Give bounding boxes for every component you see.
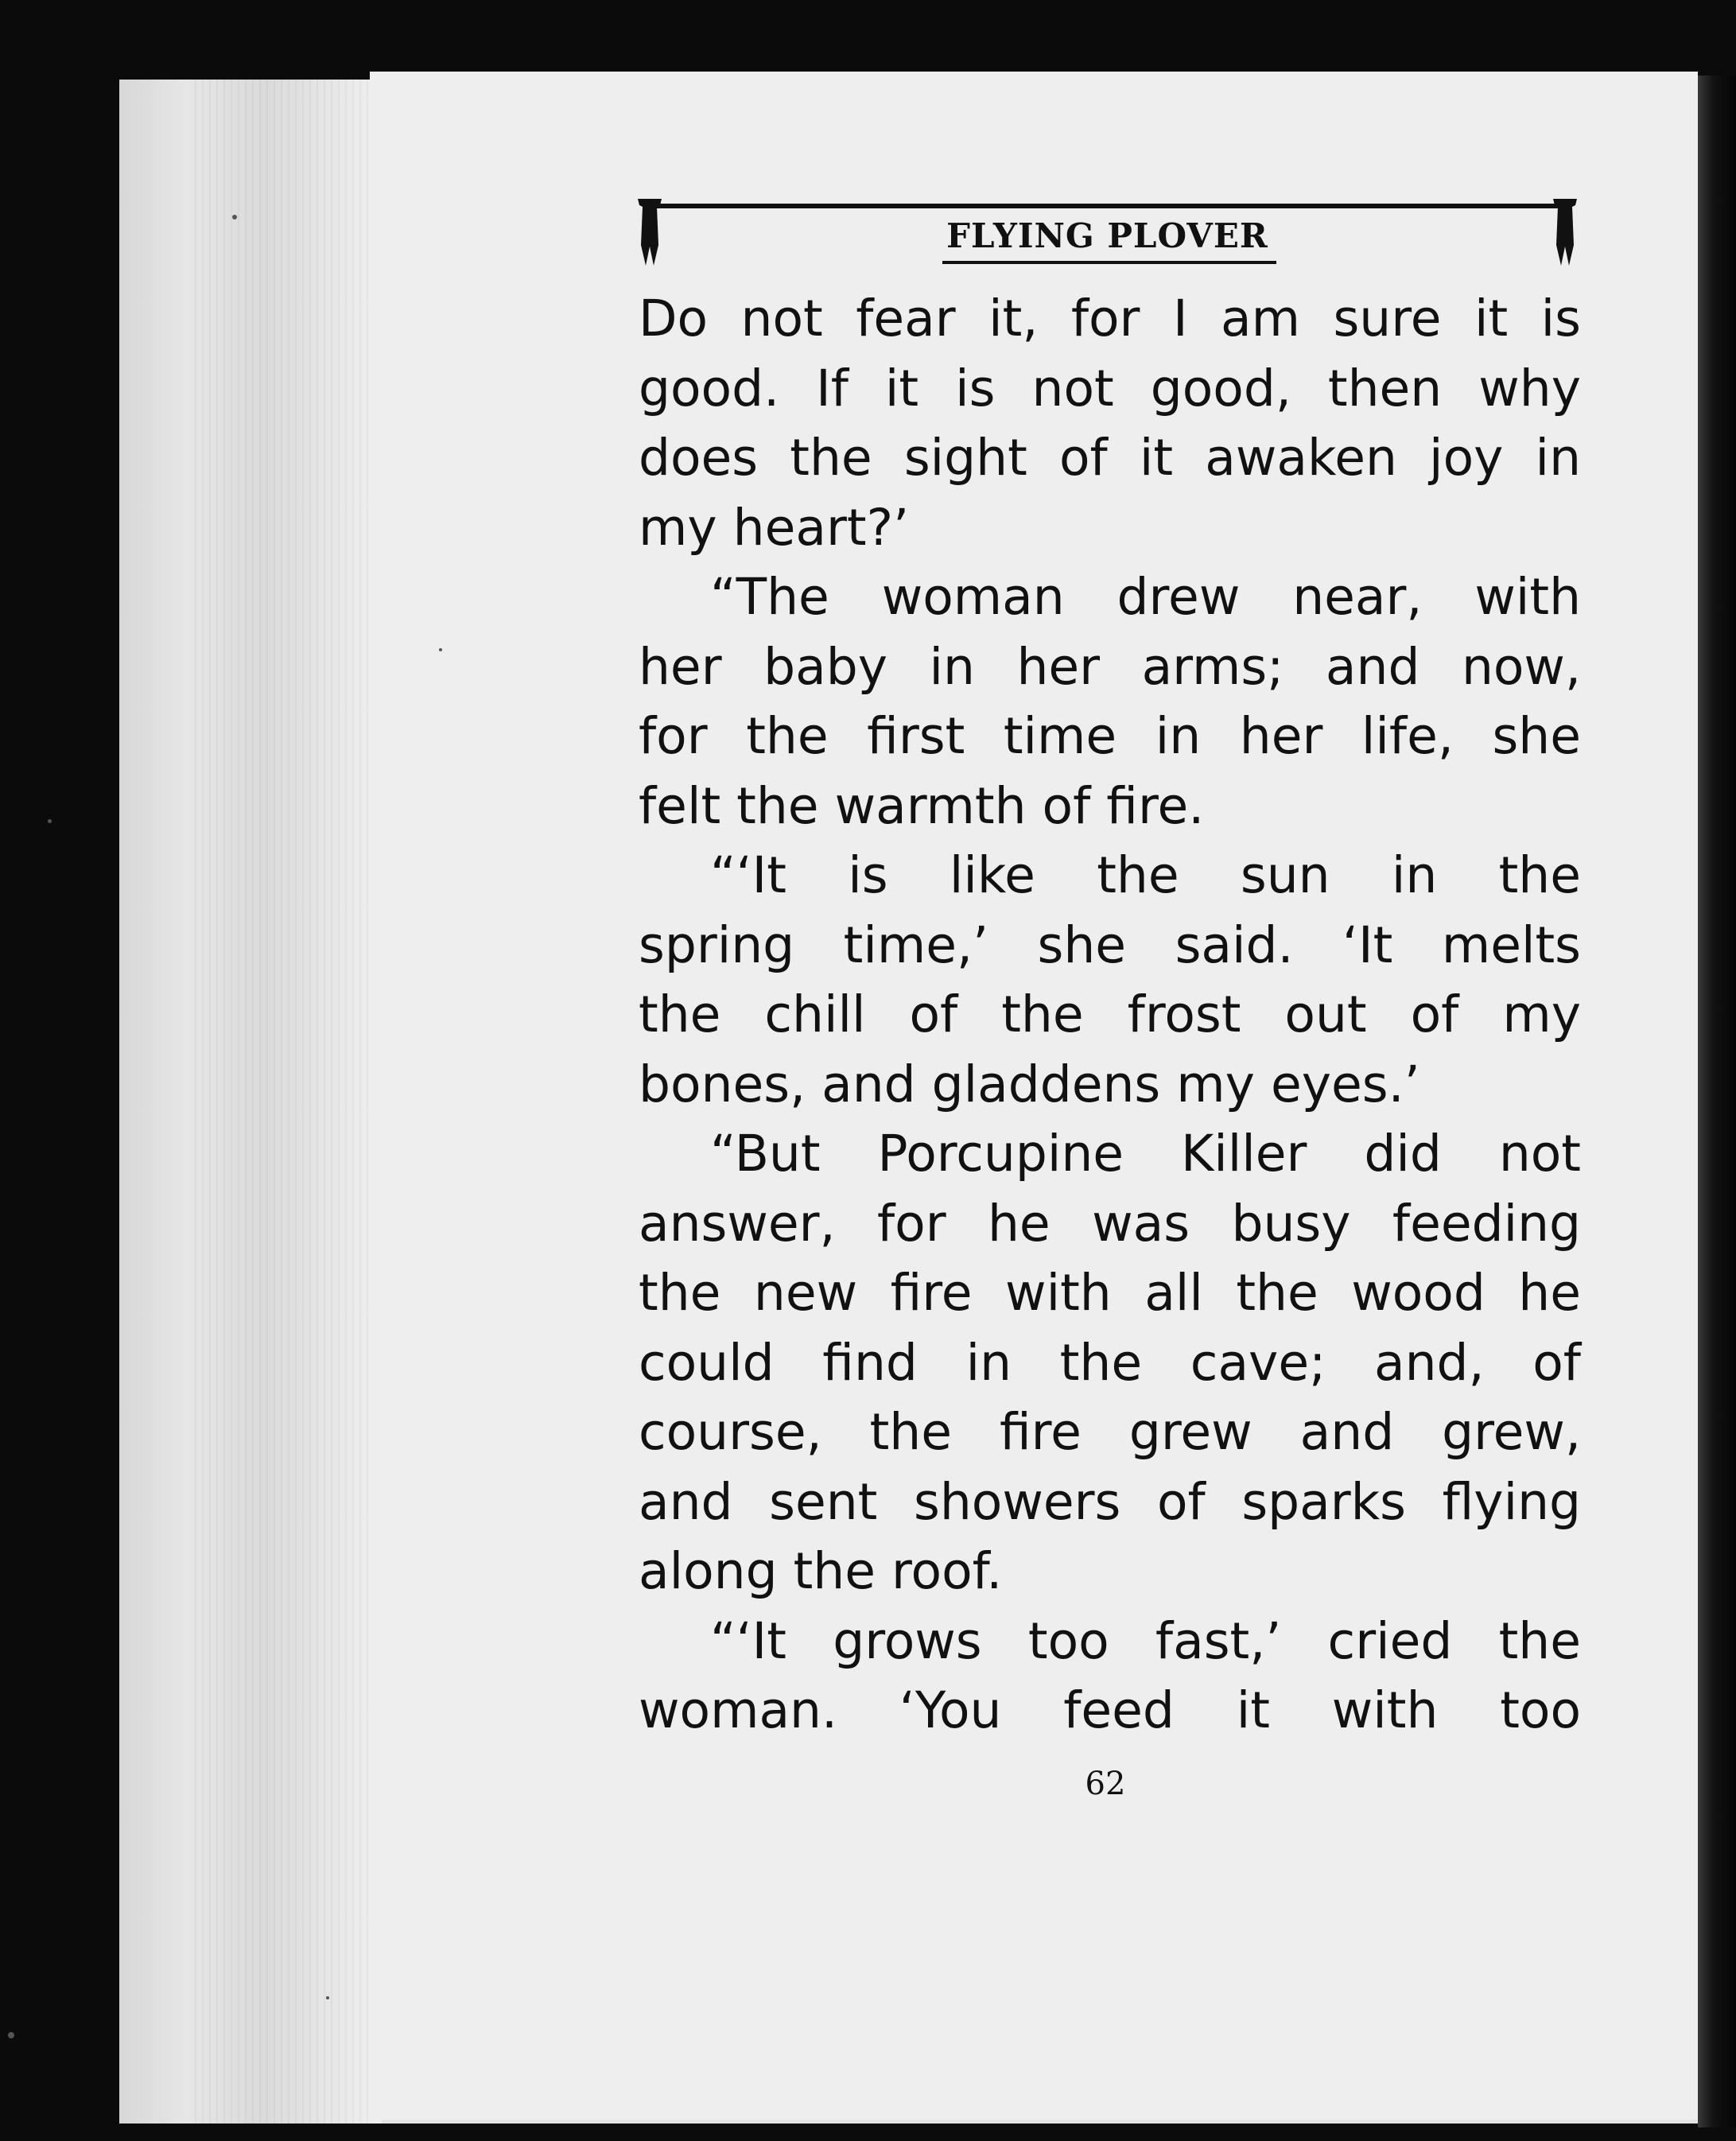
- text-line: spring time,’ she said. ‘It melts: [639, 915, 1581, 974]
- header-rule: [656, 204, 1559, 208]
- text-line: does the sight of it awaken joy in: [639, 429, 1581, 487]
- text-line: good. If it is not good, then why: [639, 359, 1581, 418]
- scan-speck: [8, 2032, 14, 2038]
- text-line: along the roof.: [639, 1542, 1003, 1600]
- scan-speck: [439, 648, 442, 651]
- text-line: for the first time in her life, she: [639, 707, 1581, 765]
- running-head-title: FLYING PLOVER: [946, 216, 1268, 255]
- text-line: my heart?’: [639, 498, 910, 557]
- text-line: could find in the cave; and, of: [639, 1333, 1581, 1392]
- text-line: “But Porcupine Killer did not: [710, 1125, 1581, 1183]
- text-line: answer, for he was busy feeding: [639, 1194, 1581, 1253]
- text-line: the chill of the frost out of my: [639, 985, 1581, 1043]
- scan-speck: [232, 215, 237, 220]
- text-line: “‘It grows too fast,’ cried the: [710, 1611, 1581, 1670]
- body-text: [639, 284, 1581, 1746]
- text-line: and sent showers of sparks flying: [639, 1472, 1581, 1531]
- book-page-edges: [119, 80, 382, 2124]
- text-line: felt the warmth of fire.: [639, 776, 1205, 835]
- text-line: woman. ‘You feed it with too: [639, 1681, 1581, 1739]
- text-line: “The woman drew near, with: [710, 568, 1581, 626]
- running-head: [636, 197, 1579, 269]
- text-line: bones, and gladdens my eyes.’: [639, 1055, 1420, 1113]
- text-line: course, the fire grew and grew,: [639, 1403, 1581, 1461]
- text-line: her baby in her arms; and now,: [639, 637, 1581, 696]
- scan-speck: [48, 819, 52, 823]
- text-line: Do not fear it, for I am sure it is: [639, 289, 1581, 348]
- text-line: the new fire with all the wood he: [639, 1264, 1581, 1322]
- page-number: 62: [1085, 1766, 1126, 1802]
- scan-speck: [326, 1996, 329, 1999]
- gutter-shadow: [1698, 76, 1736, 2127]
- running-head-underline: [942, 261, 1276, 264]
- text-line: “‘It is like the sun in the: [710, 846, 1581, 904]
